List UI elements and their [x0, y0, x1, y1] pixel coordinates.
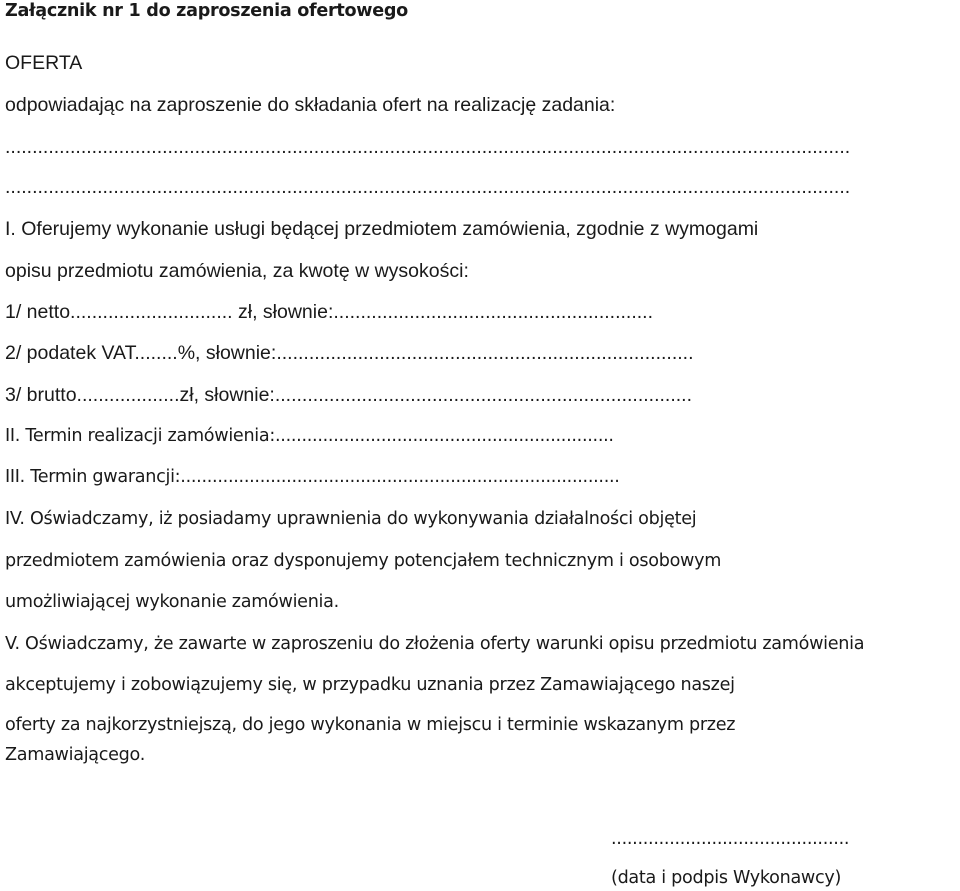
brutto-line: 3/ brutto...................zł, słownie:............................................................................. — [5, 384, 693, 406]
task-fill-line-2: ............................................................................................................................................................ — [5, 176, 851, 198]
task-fill-line-1: ............................................................................................................................................................ — [5, 136, 851, 158]
attachment-header: Załącznik nr 1 do zaproszenia ofertowego — [5, 1, 408, 21]
vat-line: 2/ podatek VAT........%, słownie:............................................................................. — [5, 342, 694, 364]
section-4-line-1: IV. Oświadczamy, iż posiadamy uprawnienia do wykonywania działalności objętej — [5, 509, 697, 529]
section-5-line-3: oferty za najkorzystniejszą, do jego wykonania w miejscu i terminie wskazanym przez — [5, 715, 736, 735]
section-5-line-2: akceptujemy i zobowiązujemy się, w przypadku uznania przez Zamawiającego naszej — [5, 675, 735, 695]
section-4-line-2: przedmiotem zamówienia oraz dysponujemy potencjałem technicznym i osobowym — [5, 551, 722, 571]
section-5-line-1: V. Oświadczamy, że zawarte w zaproszeniu do złożenia oferty warunki opisu przedmiotu zamówienia — [5, 634, 865, 654]
signature-caption: (data i podpis Wykonawcy) — [611, 868, 842, 888]
offer-title: OFERTA — [5, 52, 83, 74]
netto-line: 1/ netto.............................. zł, słownie:........................................................... — [5, 301, 654, 323]
section-5-line-4: Zamawiającego. — [5, 745, 145, 765]
section-4-line-3: umożliwiającej wykonanie zamówienia. — [5, 592, 339, 612]
section-1-line-1: I. Oferujemy wykonanie usługi będącej przedmiotem zamówienia, zgodnie z wymogami — [5, 218, 759, 240]
intro-text: odpowiadając na zaproszenie do składania ofert na realizację zadania: — [5, 94, 616, 116]
section-3-warranty: III. Termin gwarancji:................................................................................... — [5, 467, 620, 487]
section-2-completion-date: II. Termin realizacji zamówienia:................................................................ — [5, 426, 614, 446]
signature-line: ............................................. — [611, 829, 850, 849]
section-1-line-2: opisu przedmiotu zamówienia, za kwotę w wysokości: — [5, 260, 469, 282]
